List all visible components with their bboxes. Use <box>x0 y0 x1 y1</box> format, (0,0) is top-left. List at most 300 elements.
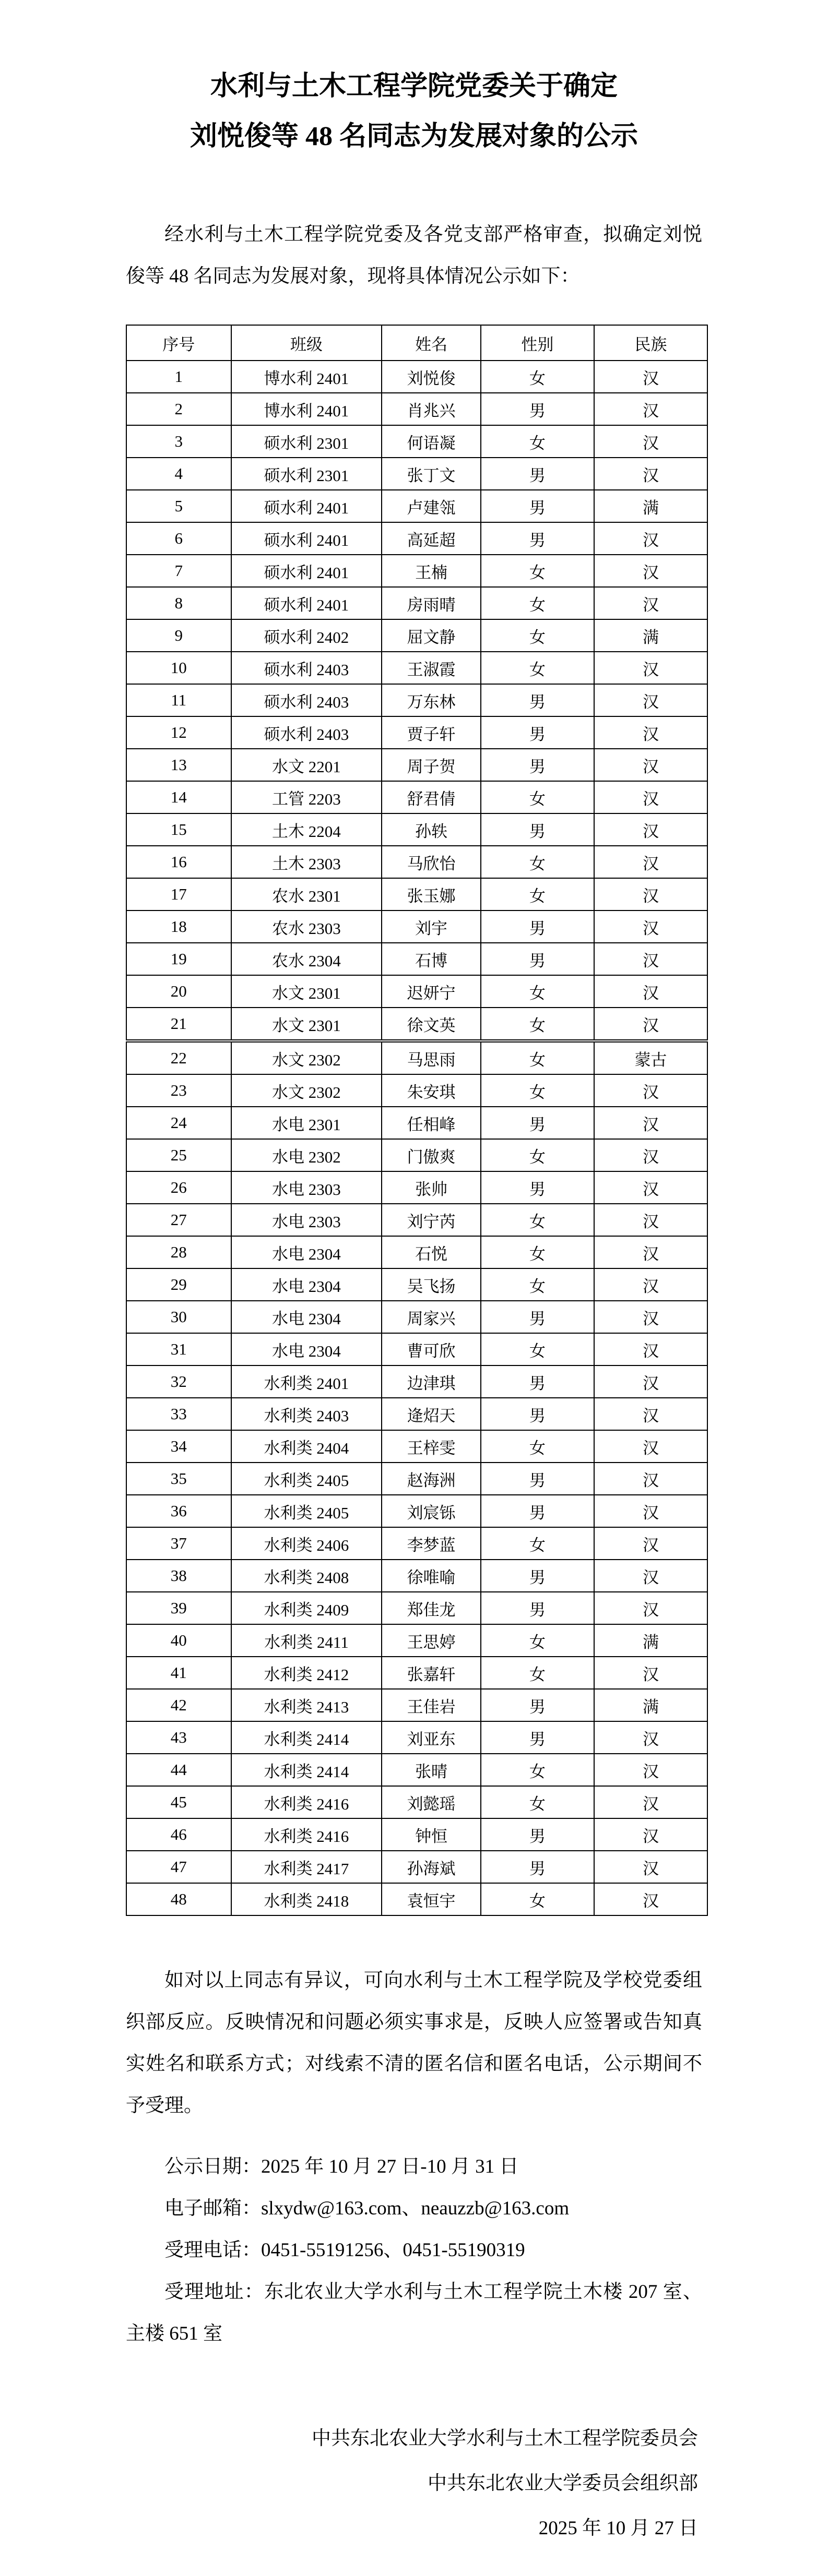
table-cell: 男 <box>481 1818 594 1851</box>
table-cell: 38 <box>126 1560 231 1592</box>
table-cell: 汉 <box>594 1786 707 1818</box>
table-row <box>126 1430 707 1463</box>
table-cell: 男 <box>481 458 594 490</box>
table-cell: 孙轶 <box>382 813 481 846</box>
table-row <box>126 878 707 910</box>
table-cell: 汉 <box>594 1527 707 1560</box>
table-cell: 朱安琪 <box>382 1074 481 1107</box>
table-cell: 李梦蓝 <box>382 1527 481 1560</box>
table-row <box>126 749 707 781</box>
table-cell: 汉 <box>594 1008 707 1041</box>
table-cell: 贾子轩 <box>382 716 481 749</box>
table-cell: 王佳岩 <box>382 1689 481 1721</box>
table-cell: 水电 2302 <box>231 1139 382 1171</box>
table-cell: 博水利 2401 <box>231 361 382 393</box>
table-cell: 水利类 2418 <box>231 1883 382 1915</box>
table-cell: 汉 <box>594 975 707 1008</box>
table-cell: 8 <box>126 587 231 619</box>
table-cell: 王淑霞 <box>382 652 481 684</box>
table-cell: 汉 <box>594 1074 707 1107</box>
table-row <box>126 555 707 587</box>
table-cell: 汉 <box>594 1851 707 1883</box>
table-cell: 舒君倩 <box>382 781 481 813</box>
table-cell: 卢建瓴 <box>382 490 481 522</box>
publicity-date-line: 公示日期：2025 年 10 月 27 日-10 月 31 日 <box>164 2156 519 2177</box>
table-row <box>126 1333 707 1365</box>
signature-org-2: 中共东北农业大学委员会组织部 <box>428 2473 698 2494</box>
table-cell: 水利类 2411 <box>231 1624 382 1657</box>
table-cell: 女 <box>481 587 594 619</box>
table-cell: 硕水利 2403 <box>231 652 382 684</box>
table-cell: 25 <box>126 1139 231 1171</box>
table-cell: 硕水利 2301 <box>231 425 382 458</box>
table-cell: 肖兆兴 <box>382 393 481 425</box>
table-cell: 男 <box>481 1721 594 1754</box>
roster-table <box>126 325 708 1916</box>
table-cell: 硕水利 2301 <box>231 458 382 490</box>
table-cell: 硕水利 2401 <box>231 490 382 522</box>
table-cell: 21 <box>126 1008 231 1041</box>
table-cell: 11 <box>126 684 231 716</box>
table-cell: 马思雨 <box>382 1041 481 1074</box>
table-cell: 水利类 2417 <box>231 1851 382 1883</box>
table-cell: 水文 2302 <box>231 1074 382 1107</box>
table-row <box>126 910 707 943</box>
table-cell: 徐唯喻 <box>382 1560 481 1592</box>
signature-date: 2025 年 10 月 27 日 <box>538 2518 698 2539</box>
table-cell: 27 <box>126 1204 231 1236</box>
table-row <box>126 1527 707 1560</box>
table-cell: 男 <box>481 1560 594 1592</box>
table-cell: 女 <box>481 975 594 1008</box>
table-cell: 35 <box>126 1463 231 1495</box>
document-content <box>0 62 828 2551</box>
table-row <box>126 1041 707 1074</box>
table-cell: 汉 <box>594 1721 707 1754</box>
table-cell: 张玉娜 <box>382 878 481 910</box>
table-cell: 王楠 <box>382 555 481 587</box>
table-cell: 男 <box>481 684 594 716</box>
table-cell: 男 <box>481 1689 594 1721</box>
table-cell: 43 <box>126 1721 231 1754</box>
table-cell: 硕水利 2401 <box>231 555 382 587</box>
table-cell: 刘悦俊 <box>382 361 481 393</box>
table-cell: 水利类 2403 <box>231 1398 382 1430</box>
table-row <box>126 943 707 975</box>
table-cell: 水利类 2401 <box>231 1365 382 1398</box>
table-row <box>126 1592 707 1624</box>
table-cell: 工管 2203 <box>231 781 382 813</box>
table-cell: 吴飞扬 <box>382 1268 481 1301</box>
table-cell: 46 <box>126 1818 231 1851</box>
table-row <box>126 1786 707 1818</box>
table-cell: 汉 <box>594 1204 707 1236</box>
intro-paragraph: 经水利与土木工程学院党委及各党支部严格审查，拟确定刘悦俊等 48 名同志为发展对象，现将具体情况公示如下： <box>126 224 702 287</box>
table-cell: 硕水利 2402 <box>231 619 382 652</box>
table-cell: 19 <box>126 943 231 975</box>
table-cell: 22 <box>126 1041 231 1074</box>
page-title <box>126 62 702 162</box>
table-row <box>126 458 707 490</box>
table-cell: 男 <box>481 943 594 975</box>
table-cell: 石博 <box>382 943 481 975</box>
table-cell: 男 <box>481 1365 594 1398</box>
table-cell: 44 <box>126 1754 231 1786</box>
table-cell: 刘懿瑶 <box>382 1786 481 1818</box>
table-cell: 女 <box>481 1139 594 1171</box>
table-cell: 41 <box>126 1657 231 1689</box>
table-cell: 水电 2301 <box>231 1107 382 1139</box>
table-cell: 汉 <box>594 1268 707 1301</box>
table-cell: 农水 2301 <box>231 878 382 910</box>
table-cell: 水利类 2416 <box>231 1786 382 1818</box>
column-header: 性别 <box>481 325 594 361</box>
table-cell: 石悦 <box>382 1236 481 1268</box>
table-cell: 袁恒宇 <box>382 1883 481 1915</box>
roster-table-head <box>126 325 707 361</box>
table-cell: 汉 <box>594 1754 707 1786</box>
table-cell: 汉 <box>594 1333 707 1365</box>
table-cell: 水电 2303 <box>231 1171 382 1204</box>
table-cell: 女 <box>481 619 594 652</box>
table-cell: 任相峰 <box>382 1107 481 1139</box>
signature-org-1: 中共东北农业大学水利与土木工程学院委员会 <box>312 2428 698 2449</box>
table-cell: 汉 <box>594 1592 707 1624</box>
table-cell: 女 <box>481 878 594 910</box>
table-cell: 水利类 2409 <box>231 1592 382 1624</box>
table-cell: 32 <box>126 1365 231 1398</box>
column-header: 姓名 <box>382 325 481 361</box>
table-cell: 男 <box>481 393 594 425</box>
table-cell: 张帅 <box>382 1171 481 1204</box>
table-cell: 汉 <box>594 1398 707 1430</box>
table-cell: 水利类 2416 <box>231 1818 382 1851</box>
table-row <box>126 1236 707 1268</box>
table-cell: 郑佳龙 <box>382 1592 481 1624</box>
table-cell: 24 <box>126 1107 231 1139</box>
table-cell: 39 <box>126 1592 231 1624</box>
table-row <box>126 1365 707 1398</box>
table-cell: 土木 2204 <box>231 813 382 846</box>
contact-info-block <box>126 2146 702 2355</box>
table-row <box>126 1657 707 1689</box>
table-cell: 水文 2301 <box>231 975 382 1008</box>
table-cell: 4 <box>126 458 231 490</box>
table-row <box>126 1139 707 1171</box>
table-cell: 女 <box>481 1008 594 1041</box>
table-row <box>126 587 707 619</box>
table-cell: 房雨晴 <box>382 587 481 619</box>
table-cell: 女 <box>481 1236 594 1268</box>
table-cell: 土木 2303 <box>231 846 382 878</box>
table-cell: 14 <box>126 781 231 813</box>
table-cell: 王梓雯 <box>382 1430 481 1463</box>
table-cell: 汉 <box>594 943 707 975</box>
table-cell: 汉 <box>594 749 707 781</box>
table-cell: 水利类 2412 <box>231 1657 382 1689</box>
table-cell: 13 <box>126 749 231 781</box>
table-cell: 男 <box>481 716 594 749</box>
table-row <box>126 1107 707 1139</box>
table-cell: 女 <box>481 1268 594 1301</box>
table-cell: 男 <box>481 1398 594 1430</box>
page-title-line-2: 刘悦俊等 48 名同志为发展对象的公示 <box>190 122 638 151</box>
table-cell: 水利类 2406 <box>231 1527 382 1560</box>
table-cell: 汉 <box>594 361 707 393</box>
table-cell: 女 <box>481 1883 594 1915</box>
table-row <box>126 975 707 1008</box>
table-cell: 水利类 2408 <box>231 1560 382 1592</box>
table-cell: 张嘉轩 <box>382 1657 481 1689</box>
table-cell: 汉 <box>594 910 707 943</box>
table-cell: 万东林 <box>382 684 481 716</box>
table-cell: 男 <box>481 1171 594 1204</box>
table-row <box>126 393 707 425</box>
table-cell: 男 <box>481 910 594 943</box>
table-cell: 40 <box>126 1624 231 1657</box>
table-cell: 汉 <box>594 813 707 846</box>
table-row <box>126 1721 707 1754</box>
table-row <box>126 1818 707 1851</box>
table-cell: 42 <box>126 1689 231 1721</box>
table-cell: 28 <box>126 1236 231 1268</box>
table-cell: 门傲爽 <box>382 1139 481 1171</box>
table-row <box>126 1268 707 1301</box>
table-cell: 汉 <box>594 716 707 749</box>
table-cell: 6 <box>126 522 231 555</box>
table-cell: 汉 <box>594 522 707 555</box>
table-cell: 硕水利 2403 <box>231 716 382 749</box>
table-row <box>126 1204 707 1236</box>
table-row <box>126 1560 707 1592</box>
table-cell: 水利类 2404 <box>231 1430 382 1463</box>
table-cell: 汉 <box>594 1657 707 1689</box>
table-cell: 水利类 2414 <box>231 1721 382 1754</box>
table-cell: 9 <box>126 619 231 652</box>
table-cell: 15 <box>126 813 231 846</box>
table-cell: 汉 <box>594 1495 707 1527</box>
table-cell: 汉 <box>594 652 707 684</box>
table-cell: 女 <box>481 425 594 458</box>
table-cell: 屈文静 <box>382 619 481 652</box>
table-cell: 水文 2302 <box>231 1041 382 1074</box>
table-cell: 29 <box>126 1268 231 1301</box>
table-cell: 王思婷 <box>382 1624 481 1657</box>
table-cell: 36 <box>126 1495 231 1527</box>
table-row <box>126 425 707 458</box>
table-cell: 汉 <box>594 1365 707 1398</box>
table-row <box>126 781 707 813</box>
table-cell: 水利类 2405 <box>231 1495 382 1527</box>
roster-table-head-row <box>126 325 707 361</box>
table-cell: 女 <box>481 781 594 813</box>
table-cell: 刘宁芮 <box>382 1204 481 1236</box>
table-cell: 周子贺 <box>382 749 481 781</box>
table-cell: 男 <box>481 1301 594 1333</box>
table-cell: 女 <box>481 652 594 684</box>
table-cell: 满 <box>594 1624 707 1657</box>
table-row <box>126 1754 707 1786</box>
table-cell: 满 <box>594 619 707 652</box>
table-row <box>126 652 707 684</box>
table-cell: 汉 <box>594 393 707 425</box>
table-cell: 男 <box>481 522 594 555</box>
table-cell: 水电 2304 <box>231 1333 382 1365</box>
table-cell: 逄炤天 <box>382 1398 481 1430</box>
table-cell: 硕水利 2403 <box>231 684 382 716</box>
table-cell: 26 <box>126 1171 231 1204</box>
column-header: 序号 <box>126 325 231 361</box>
table-cell: 17 <box>126 878 231 910</box>
table-cell: 硕水利 2401 <box>231 522 382 555</box>
table-cell: 女 <box>481 361 594 393</box>
table-cell: 汉 <box>594 1818 707 1851</box>
table-row <box>126 1624 707 1657</box>
table-cell: 20 <box>126 975 231 1008</box>
table-cell: 迟妍宁 <box>382 975 481 1008</box>
table-cell: 汉 <box>594 587 707 619</box>
phone-line: 受理电话：0451-55191256、0451-55190319 <box>164 2239 525 2261</box>
table-cell: 汉 <box>594 1463 707 1495</box>
table-cell: 女 <box>481 846 594 878</box>
table-cell: 水利类 2413 <box>231 1689 382 1721</box>
table-cell: 男 <box>481 1495 594 1527</box>
table-cell: 水文 2201 <box>231 749 382 781</box>
table-cell: 汉 <box>594 1560 707 1592</box>
table-cell: 周家兴 <box>382 1301 481 1333</box>
table-row <box>126 361 707 393</box>
table-cell: 蒙古 <box>594 1041 707 1074</box>
table-cell: 女 <box>481 1527 594 1560</box>
column-header: 民族 <box>594 325 707 361</box>
table-cell: 45 <box>126 1786 231 1818</box>
signature-block <box>126 2416 702 2551</box>
table-cell: 47 <box>126 1851 231 1883</box>
table-cell: 汉 <box>594 1139 707 1171</box>
table-cell: 女 <box>481 1786 594 1818</box>
table-cell: 7 <box>126 555 231 587</box>
table-cell: 48 <box>126 1883 231 1915</box>
table-cell: 男 <box>481 1851 594 1883</box>
table-cell: 汉 <box>594 555 707 587</box>
table-cell: 34 <box>126 1430 231 1463</box>
table-row <box>126 1171 707 1204</box>
table-cell: 满 <box>594 490 707 522</box>
table-cell: 男 <box>481 490 594 522</box>
email-line: 电子邮箱：slxydw@163.com、neauzzb@163.com <box>164 2198 570 2219</box>
table-cell: 女 <box>481 1624 594 1657</box>
table-cell: 汉 <box>594 1107 707 1139</box>
table-cell: 汉 <box>594 1171 707 1204</box>
table-cell: 刘宇 <box>382 910 481 943</box>
table-cell: 女 <box>481 1430 594 1463</box>
table-cell: 3 <box>126 425 231 458</box>
table-cell: 女 <box>481 1333 594 1365</box>
table-cell: 1 <box>126 361 231 393</box>
table-cell: 男 <box>481 1592 594 1624</box>
table-row <box>126 1074 707 1107</box>
table-row <box>126 1689 707 1721</box>
table-cell: 汉 <box>594 458 707 490</box>
page-title-line-1: 水利与土木工程学院党委关于确定 <box>210 71 618 101</box>
table-cell: 农水 2303 <box>231 910 382 943</box>
table-cell: 水文 2301 <box>231 1008 382 1041</box>
table-cell: 汉 <box>594 846 707 878</box>
table-cell: 31 <box>126 1333 231 1365</box>
table-row <box>126 684 707 716</box>
table-cell: 汉 <box>594 684 707 716</box>
table-cell: 农水 2304 <box>231 943 382 975</box>
table-cell: 汉 <box>594 1236 707 1268</box>
table-cell: 5 <box>126 490 231 522</box>
table-row <box>126 1301 707 1333</box>
table-row <box>126 716 707 749</box>
table-cell: 33 <box>126 1398 231 1430</box>
table-cell: 37 <box>126 1527 231 1560</box>
table-cell: 女 <box>481 555 594 587</box>
table-cell: 女 <box>481 1657 594 1689</box>
table-cell: 张晴 <box>382 1754 481 1786</box>
table-cell: 女 <box>481 1204 594 1236</box>
table-row <box>126 1495 707 1527</box>
table-cell: 汉 <box>594 425 707 458</box>
table-cell: 张丁文 <box>382 458 481 490</box>
table-cell: 水电 2304 <box>231 1301 382 1333</box>
table-cell: 女 <box>481 1074 594 1107</box>
table-cell: 23 <box>126 1074 231 1107</box>
table-cell: 12 <box>126 716 231 749</box>
table-row <box>126 1463 707 1495</box>
table-cell: 博水利 2401 <box>231 393 382 425</box>
table-row <box>126 522 707 555</box>
column-header: 班级 <box>231 325 382 361</box>
table-cell: 水电 2304 <box>231 1236 382 1268</box>
table-cell: 男 <box>481 749 594 781</box>
table-cell: 30 <box>126 1301 231 1333</box>
table-row <box>126 1883 707 1915</box>
address-line: 受理地址：东北农业大学水利与土木工程学院土木楼 207 室、主楼 651 室 <box>126 2281 702 2344</box>
table-cell: 10 <box>126 652 231 684</box>
table-cell: 16 <box>126 846 231 878</box>
table-row <box>126 813 707 846</box>
table-cell: 马欣怡 <box>382 846 481 878</box>
table-row <box>126 1008 707 1041</box>
table-row <box>126 490 707 522</box>
table-cell: 女 <box>481 1041 594 1074</box>
table-cell: 汉 <box>594 781 707 813</box>
table-cell: 水电 2303 <box>231 1204 382 1236</box>
table-cell: 徐文英 <box>382 1008 481 1041</box>
table-cell: 水利类 2414 <box>231 1754 382 1786</box>
table-cell: 汉 <box>594 1430 707 1463</box>
table-cell: 曹可欣 <box>382 1333 481 1365</box>
table-cell: 女 <box>481 1754 594 1786</box>
table-cell: 男 <box>481 1107 594 1139</box>
table-cell: 汉 <box>594 878 707 910</box>
table-cell: 汉 <box>594 1883 707 1915</box>
table-cell: 刘亚东 <box>382 1721 481 1754</box>
table-cell: 赵海洲 <box>382 1463 481 1495</box>
table-row <box>126 1398 707 1430</box>
table-cell: 男 <box>481 1463 594 1495</box>
table-cell: 满 <box>594 1689 707 1721</box>
table-row <box>126 846 707 878</box>
table-cell: 刘宸铄 <box>382 1495 481 1527</box>
table-cell: 高延超 <box>382 522 481 555</box>
table-cell: 男 <box>481 813 594 846</box>
table-row <box>126 1851 707 1883</box>
table-cell: 水利类 2405 <box>231 1463 382 1495</box>
